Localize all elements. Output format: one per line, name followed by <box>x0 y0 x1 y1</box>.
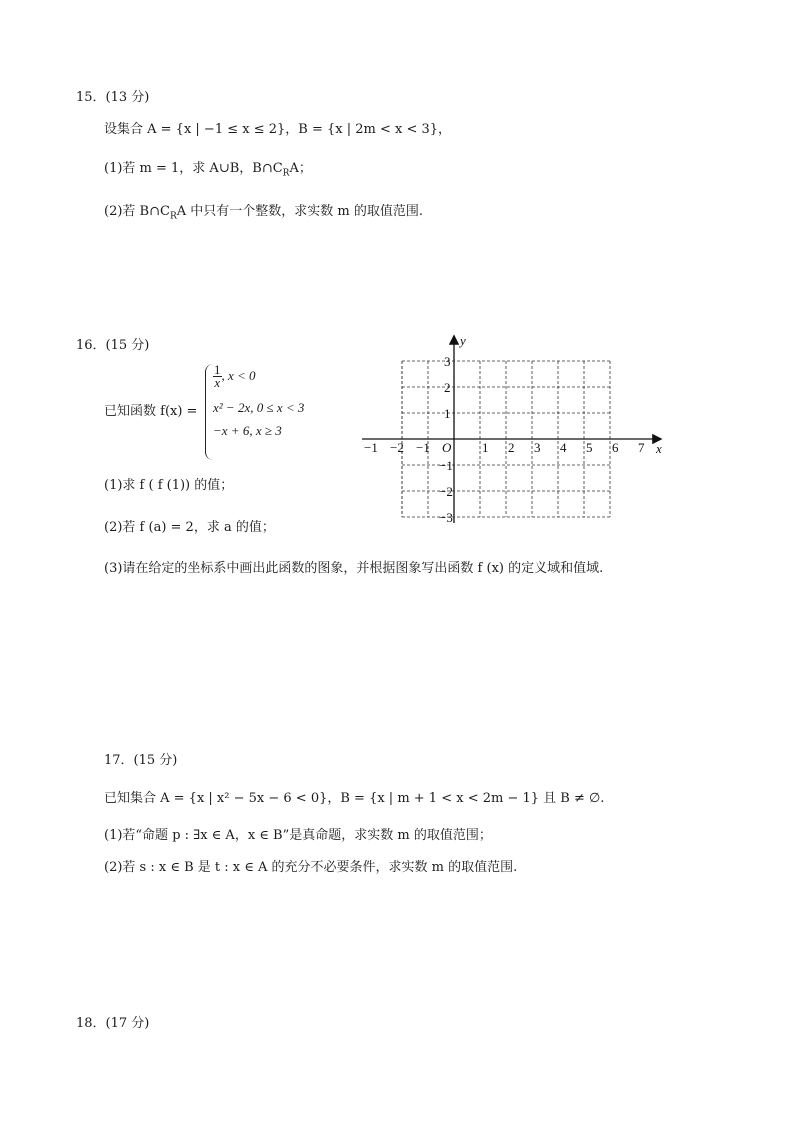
coordinate-grid <box>350 322 680 542</box>
x-tick-label: 5 <box>586 440 593 455</box>
q18-header: 18．(17 分) <box>76 1016 150 1031</box>
x-axis-label: x <box>656 441 662 456</box>
q16-header: 16．(15 分) <box>76 338 150 353</box>
case1-numerator: 1 <box>214 362 221 377</box>
q16-part3: (3)请在给定的坐标系中画出此函数的图象，并根据图象写出函数 f (x) 的定义域和值域. <box>104 561 604 576</box>
x-tick-label: 1 <box>482 440 489 455</box>
q16-part2: (2)若 f (a) = 2，求 a 的值； <box>104 520 275 535</box>
x-tick-label: 6 <box>612 440 619 455</box>
y-tick-label: 3 <box>444 354 451 369</box>
q15-part1 <box>104 157 312 179</box>
q15-part2-sub: R <box>169 211 177 222</box>
q17-header: 17．(15 分) <box>104 753 178 768</box>
y-tick-label: −2 <box>439 484 453 499</box>
q15-header: 15．(13 分) <box>76 90 150 105</box>
q17-stem: 已知集合 A = {x | x² − 5x − 6 < 0}，B = {x | m + 1 < x < 2m − 1} 且 B ≠ ∅. <box>104 791 605 806</box>
q15-part1-end: A； <box>289 161 312 176</box>
q16-stem-prefix: 已知函数 f(x) = <box>104 404 198 419</box>
y-tick-label: −3 <box>439 510 453 525</box>
q16-part1: (1)求 f ( f (1)) 的值； <box>104 478 234 493</box>
y-axis-label: y <box>460 333 466 348</box>
q17-part1: (1)若“命题 p : ∃x ∈ A，x ∈ B”是真命题，求实数 m 的取值范围； <box>104 828 492 843</box>
q15-part2-end: A 中只有一个整数，求实数 m 的取值范围. <box>176 204 423 219</box>
q15-part1-sub: R <box>282 168 290 179</box>
x-tick-label: 2 <box>508 440 515 455</box>
case1-condition: , x < 0 <box>221 368 256 383</box>
x-tick-label: −1 <box>364 440 378 455</box>
case1-fraction <box>213 364 222 389</box>
y-tick-label: 2 <box>444 380 451 395</box>
y-tick-label: −1 <box>439 458 453 473</box>
q15-part2-text: (2)若 B∩C <box>104 204 170 219</box>
x-tick-label: 4 <box>560 440 567 455</box>
q15-stem: 设集合 A = {x | −1 ≤ x ≤ 2}，B = {x | 2m < x < 3}， <box>104 122 452 137</box>
origin-label: O <box>442 440 452 455</box>
x-tick-label: −2 <box>390 440 404 455</box>
q16-case2: x² − 2x, 0 ≤ x < 3 <box>213 400 305 415</box>
q15-part1-text: (1)若 m = 1，求 A∪B，B∩C <box>104 161 283 176</box>
case1-denominator: x <box>214 375 221 390</box>
x-tick-label: −1 <box>416 440 430 455</box>
q15-part2 <box>104 200 423 222</box>
x-tick-label: 3 <box>534 440 541 455</box>
q17-part2: (2)若 s : x ∈ B 是 t : x ∈ A 的充分不必要条件，求实数 m 的取值范围. <box>104 860 518 875</box>
q16-case3: −x + 6, x ≥ 3 <box>213 423 282 438</box>
x-tick-label: 7 <box>638 440 645 455</box>
q16-case1 <box>213 364 256 389</box>
y-tick-label: 1 <box>444 406 451 421</box>
